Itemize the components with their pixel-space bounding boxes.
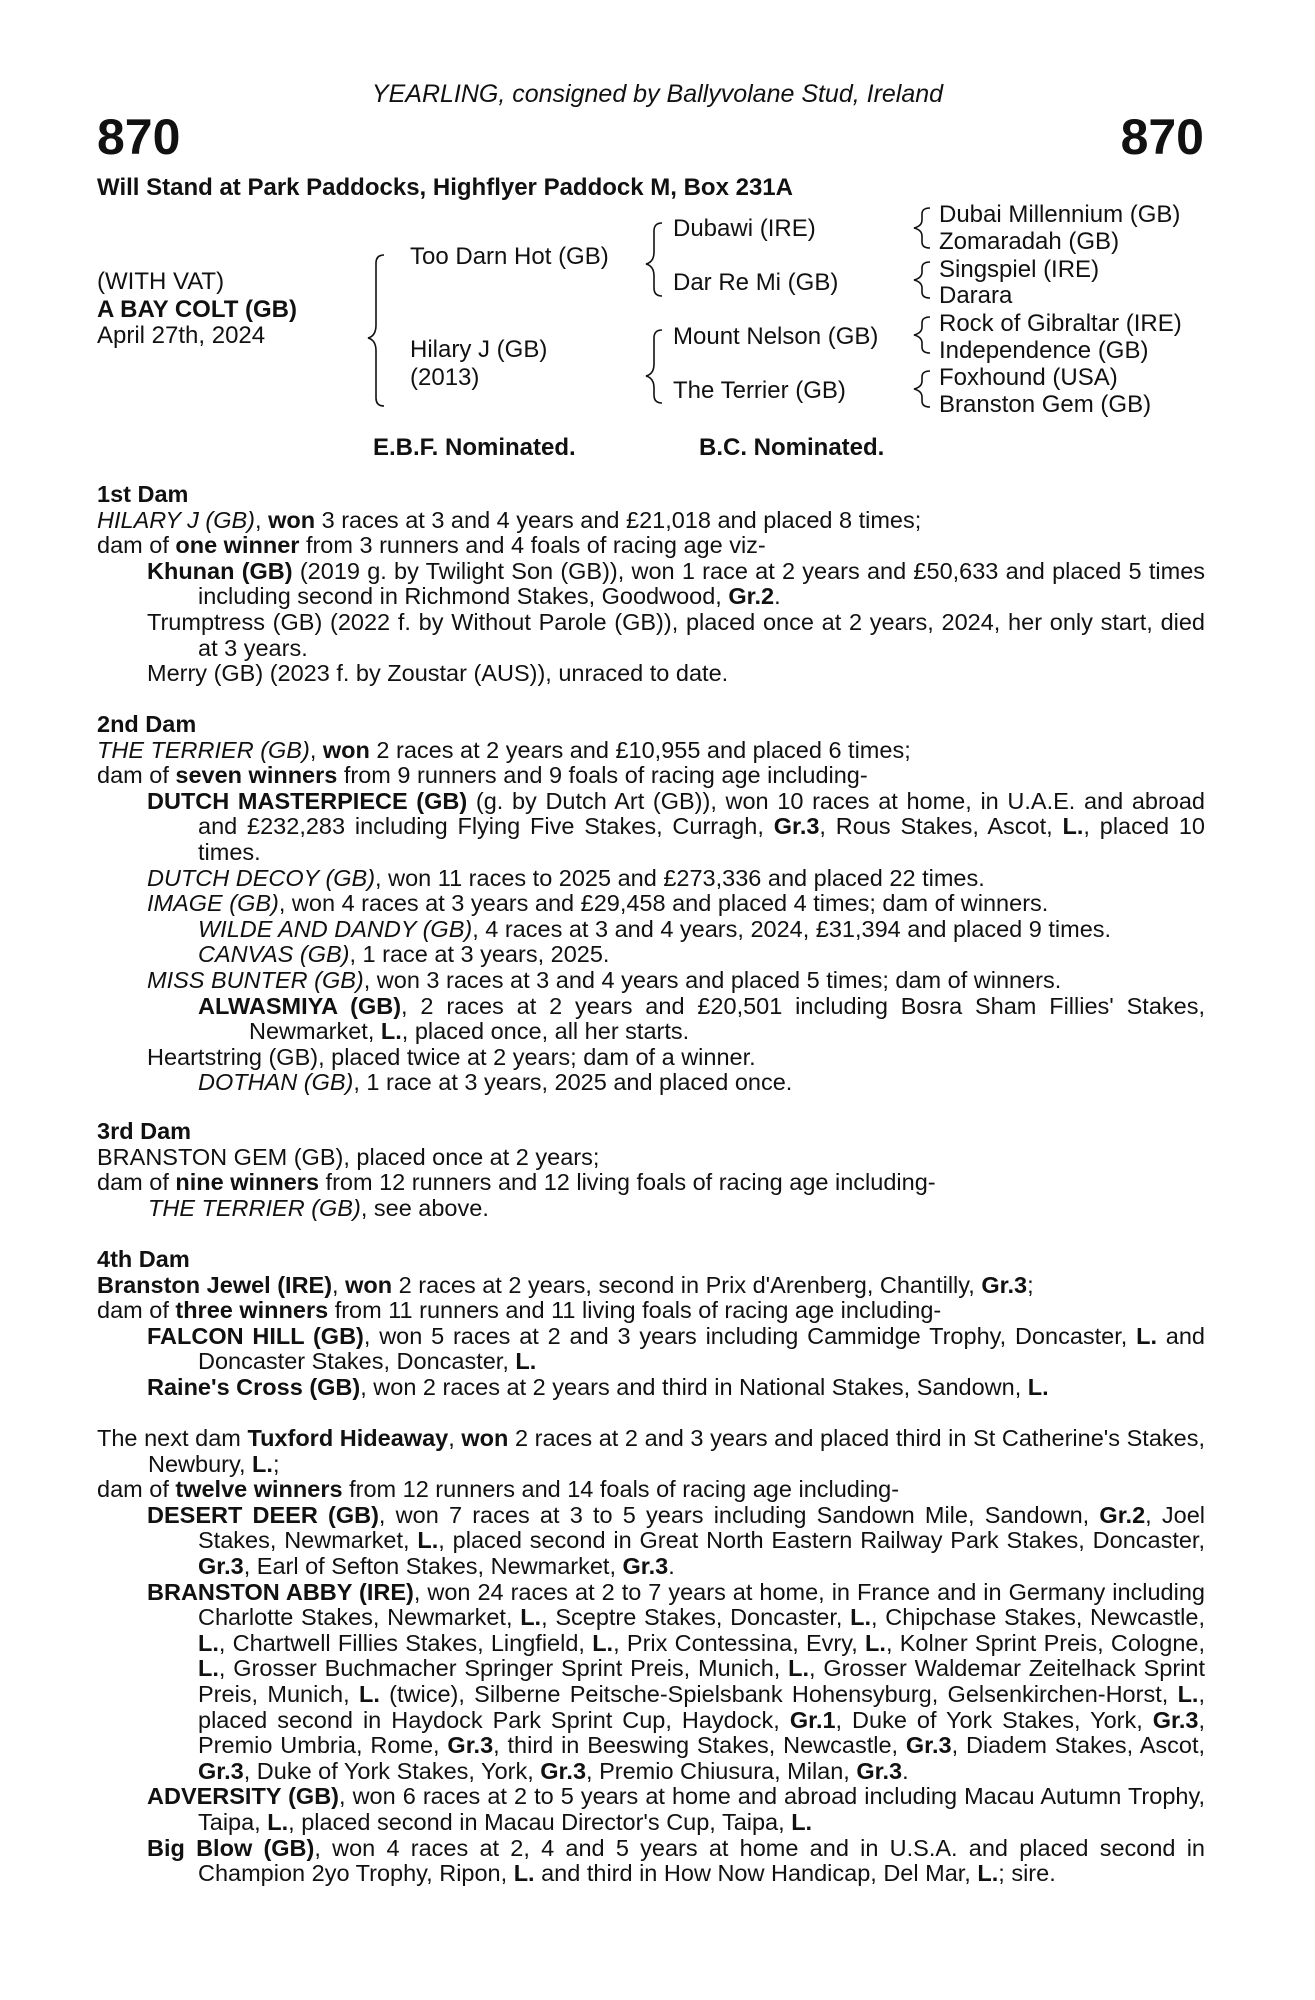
first-dam-section: [97, 482, 1205, 687]
produce-entry: Big Blow (GB), won 4 races at 2, 4 and 5 years at home and in U.S.A. and placed second in Champion 2yo Trophy, Ripon, L. and third in How Now Handicap, Del Mar, L.; sire.: [147, 1834, 1205, 1887]
stand-location: Will Stand at Park Paddocks, Highflyer Paddock M, Box 231A: [97, 174, 793, 201]
pedigree-dam-dam: The Terrier (GB): [673, 377, 846, 404]
produce-entry: THE TERRIER (GB), see above.: [148, 1194, 489, 1221]
pedigree-gg-5: Rock of Gibraltar (IRE): [939, 310, 1182, 337]
vat-note: (WITH VAT): [97, 268, 225, 295]
pedigree-sire-sire: Dubawi (IRE): [673, 215, 816, 242]
next-dam-line: The next dam Tuxford Hideaway, won 2 races at 2 and 3 years and placed third in St Catherine's Stakes, Newbury, L.;: [97, 1425, 1205, 1477]
produce-entry: IMAGE (GB), won 4 races at 3 years and £29,458 and placed 4 times; dam of winners.: [147, 890, 1049, 917]
produce-entry: MISS BUNTER (GB), won 3 races at 3 and 4 years and placed 5 times; dam of winners.: [147, 966, 1062, 993]
produce-entry: Khunan (GB) (2019 g. by Twilight Son (GB)), won 1 race at 2 years and £50,633 and placed 5 times including second in Richmond Stakes, Goodwood, Gr.2.: [147, 557, 1206, 610]
consignment-heading: YEARLING, consigned by Ballyvolane Stud, Ireland: [371, 80, 944, 108]
produce-entry: Trumptress (GB) (2022 f. by Without Parole (GB)), placed once at 2 years, 2024, her only start, died at 3 years.: [147, 608, 1205, 661]
pedigree-gg-1: Dubai Millennium (GB): [939, 201, 1181, 228]
produce-entry: Merry (GB) (2023 f. by Zoustar (AUS)), unraced to date.: [147, 660, 729, 687]
produce-entry: ADVERSITY (GB), won 6 races at 2 to 5 years at home and abroad including Macau Autumn Trophy, Taipa, L., placed second in Macau Director's Cup, Taipa, L.: [147, 1783, 1205, 1835]
lot-title: A BAY COLT (GB): [97, 296, 298, 323]
grand-produce-entry: WILDE AND DANDY (GB), 4 races at 3 and 4 years, 2024, £31,394 and placed 9 times.: [198, 915, 1112, 942]
pedigree-dam-year: (2013): [410, 364, 480, 391]
first-dam-line: HILARY J (GB), won 3 races at 3 and 4 years and £21,018 and placed 8 times;: [97, 506, 922, 533]
produce-entry: DESERT DEER (GB), won 7 races at 3 to 5 years including Sandown Mile, Sandown, Gr.2, Joel Stakes, Newmarket, L., placed second in Great North Eastern Railway Park Stakes, Doncaster, Gr.3, Earl of Sefton Stakes, Newmarket, Gr.3.: [147, 1501, 1205, 1579]
fourth-dam-produce-line: dam of three winners from 11 runners and 11 living foals of racing age including-: [97, 1297, 942, 1324]
grand-produce-entry: DOTHAN (GB), 1 race at 3 years, 2025 and placed once.: [198, 1069, 793, 1096]
produce-entry: DUTCH MASTERPIECE (GB) (g. by Dutch Art (GB)), won 10 races at home, in U.A.E. and abroad and £232,283 including Flying Five Stakes, Curragh, Gr.3, Rous Stakes, Ascot, L., placed 10 times.: [147, 787, 1206, 865]
second-dam-produce-line: dam of seven winners from 9 runners and 9 foals of racing age including-: [97, 762, 868, 789]
produce-entry: BRANSTON ABBY (IRE), won 24 races at 2 to 7 years at home, in France and in Germany including Charlotte Stakes, Newmarket, L., Sceptre Stakes, Doncaster, L., Chipchase Stakes, Newcastle, L., Chartwell Fillies Stakes, Lingfield, L., Prix Contessina, Evry, L., Kolner Sprint Preis, Cologne, L., Grosser Buchmacher Springer Sprint Preis, Munich, L., Grosser Waldemar Zeitelhack Sprint Preis, Munich, L. (twice), Silberne Peitsche-Spielsbank Hohensyburg, Gelsenkirchen-Horst, L., placed second in Haydock Park Sprint Cup, Haydock, Gr.1, Duke of York Stakes, York, Gr.3, Premio Umbria, Rome, Gr.3, third in Beeswing Stakes, Newcastle, Gr.3, Diadem Stakes, Ascot, Gr.3, Duke of York Stakes, York, Gr.3, Premio Chiusura, Milan, Gr.3.: [147, 1578, 1206, 1784]
lot-number-left: 870: [97, 109, 181, 165]
ebf-nomination: E.B.F. Nominated.: [373, 434, 576, 461]
grand-produce-entry: CANVAS (GB), 1 race at 3 years, 2025.: [198, 941, 610, 968]
third-dam-section: [97, 1119, 1205, 1221]
grand-produce-entry: ALWASMIYA (GB), 2 races at 2 years and £20,501 including Bosra Sham Fillies' Stakes, Newmarket, L., placed once, all her starts.: [198, 992, 1205, 1045]
pedigree-gg-3: Singspiel (IRE): [939, 256, 1100, 283]
pedigree-dam-sire: Mount Nelson (GB): [673, 323, 879, 350]
produce-entry: DUTCH DECOY (GB), won 11 races to 2025 and £273,336 and placed 22 times.: [147, 864, 985, 891]
produce-entry: Raine's Cross (GB), won 2 races at 2 years and third in National Stakes, Sandown, L.: [147, 1373, 1049, 1400]
second-dam-line: THE TERRIER (GB), won 2 races at 2 years and £10,955 and placed 6 times;: [97, 736, 911, 763]
fourth-dam-heading: 4th Dam: [97, 1246, 190, 1272]
second-dam-section: [97, 712, 1205, 1096]
pedigree-gg-7: Foxhound (USA): [939, 364, 1118, 391]
third-dam-line: BRANSTON GEM (GB), placed once at 2 years;: [97, 1143, 600, 1170]
fourth-dam-line: Branston Jewel (IRE), won 2 races at 2 years, second in Prix d'Arenberg, Chantilly, Gr.3;: [97, 1271, 1034, 1298]
pedigree-dam: Hilary J (GB): [410, 336, 548, 363]
pedigree-gg-2: Zomaradah (GB): [939, 228, 1120, 255]
pedigree-gg-8: Branston Gem (GB): [939, 391, 1152, 418]
third-dam-heading: 3rd Dam: [97, 1118, 192, 1144]
pedigree-gg-6: Independence (GB): [939, 337, 1149, 364]
second-dam-heading: 2nd Dam: [97, 711, 197, 737]
pedigree-sire-dam: Dar Re Mi (GB): [673, 269, 839, 296]
pedigree-gg-4: Darara: [939, 282, 1013, 309]
next-dam-section: [97, 1426, 1205, 1887]
bc-nomination: B.C. Nominated.: [699, 434, 885, 461]
first-dam-produce-line: dam of one winner from 3 runners and 4 foals of racing age viz-: [97, 532, 766, 559]
produce-entry: Heartstring (GB), placed twice at 2 years; dam of a winner.: [147, 1043, 756, 1070]
first-dam-heading: 1st Dam: [97, 481, 189, 507]
lot-number-right: 870: [1120, 109, 1204, 165]
produce-entry: FALCON HILL (GB), won 5 races at 2 and 3 years including Cammidge Trophy, Doncaster, L. and Doncaster Stakes, Doncaster, L.: [147, 1322, 1205, 1375]
fourth-dam-section: [97, 1247, 1205, 1401]
pedigree-sire: Too Darn Hot (GB): [410, 243, 609, 270]
foaling-date: April 27th, 2024: [97, 322, 266, 349]
third-dam-produce-line: dam of nine winners from 12 runners and 12 living foals of racing age including-: [97, 1169, 936, 1196]
next-dam-produce-line: dam of twelve winners from 12 runners and 14 foals of racing age including-: [97, 1476, 900, 1503]
